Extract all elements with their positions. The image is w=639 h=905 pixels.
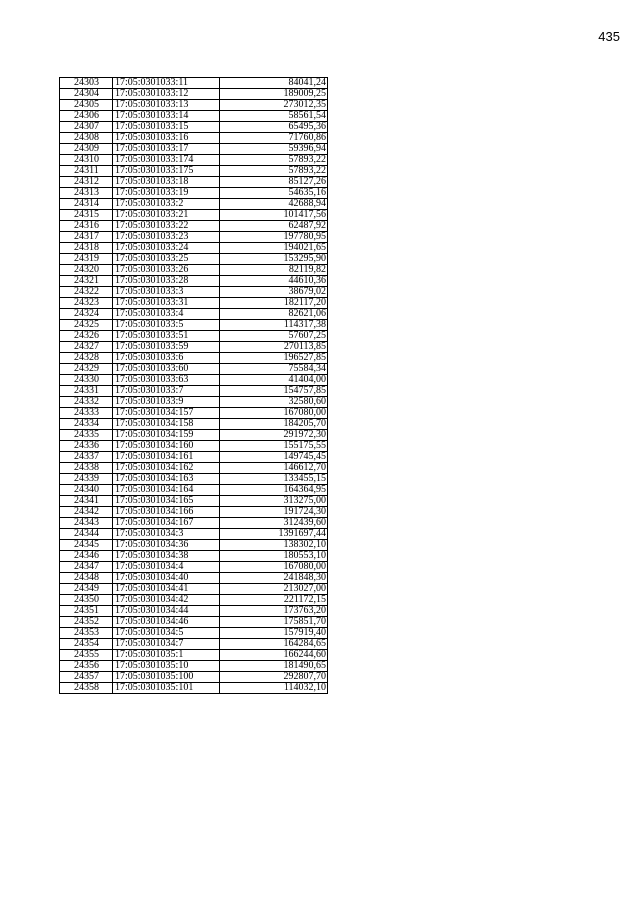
table-row — [60, 122, 328, 133]
cadastral-number-cell: 17:05:0301033:174 — [113, 155, 220, 166]
row-number-cell: 24312 — [60, 177, 113, 188]
cadastral-number-cell: 17:05:0301034:167 — [113, 518, 220, 529]
row-number-cell: 24310 — [60, 155, 113, 166]
table-row — [60, 111, 328, 122]
row-number-cell: 24337 — [60, 452, 113, 463]
cadastral-value-cell: 59396,94 — [220, 144, 328, 155]
table-row — [60, 364, 328, 375]
cadastral-value-cell: 138302,10 — [220, 540, 328, 551]
cadastral-value-cell: 149745,45 — [220, 452, 328, 463]
row-number-cell: 24347 — [60, 562, 113, 573]
cadastral-number-cell: 17:05:0301034:44 — [113, 606, 220, 617]
table-row — [60, 584, 328, 595]
cadastral-number-cell: 17:05:0301033:4 — [113, 309, 220, 320]
cadastral-number-cell: 17:05:0301035:10 — [113, 661, 220, 672]
cadastral-number-cell: 17:05:0301034:36 — [113, 540, 220, 551]
row-number-cell: 24358 — [60, 683, 113, 694]
row-number-cell: 24315 — [60, 210, 113, 221]
cadastral-value-cell: 180553,10 — [220, 551, 328, 562]
cadastral-value-cell: 44610,36 — [220, 276, 328, 287]
table-row — [60, 78, 328, 89]
cadastral-value-cell: 181490,65 — [220, 661, 328, 672]
cadastral-value-cell: 82621,06 — [220, 309, 328, 320]
row-number-cell: 24317 — [60, 232, 113, 243]
cadastral-number-cell: 17:05:0301034:40 — [113, 573, 220, 584]
cadastral-number-cell: 17:05:0301034:163 — [113, 474, 220, 485]
cadastral-number-cell: 17:05:0301034:166 — [113, 507, 220, 518]
table-row — [60, 232, 328, 243]
table-row — [60, 210, 328, 221]
cadastral-value-table — [59, 77, 328, 694]
row-number-cell: 24340 — [60, 485, 113, 496]
row-number-cell: 24355 — [60, 650, 113, 661]
table-row — [60, 562, 328, 573]
cadastral-value-cell: 164364,95 — [220, 485, 328, 496]
cadastral-value-cell: 62487,92 — [220, 221, 328, 232]
cadastral-number-cell: 17:05:0301033:14 — [113, 111, 220, 122]
cadastral-value-cell: 157919,40 — [220, 628, 328, 639]
row-number-cell: 24304 — [60, 89, 113, 100]
table-row — [60, 100, 328, 111]
cadastral-value-cell: 313275,00 — [220, 496, 328, 507]
row-number-cell: 24341 — [60, 496, 113, 507]
cadastral-value-cell: 85127,26 — [220, 177, 328, 188]
table-row — [60, 199, 328, 210]
table-row — [60, 430, 328, 441]
cadastral-value-cell: 166244,60 — [220, 650, 328, 661]
row-number-cell: 24344 — [60, 529, 113, 540]
row-number-cell: 24326 — [60, 331, 113, 342]
table-row — [60, 298, 328, 309]
cadastral-number-cell: 17:05:0301035:100 — [113, 672, 220, 683]
cadastral-value-cell: 184205,70 — [220, 419, 328, 430]
cadastral-value-cell: 197780,95 — [220, 232, 328, 243]
row-number-cell: 24307 — [60, 122, 113, 133]
cadastral-value-cell: 1391697,44 — [220, 529, 328, 540]
cadastral-value-cell: 191724,30 — [220, 507, 328, 518]
cadastral-number-cell: 17:05:0301033:5 — [113, 320, 220, 331]
row-number-cell: 24345 — [60, 540, 113, 551]
page-number: 435 — [598, 29, 620, 44]
cadastral-number-cell: 17:05:0301034:3 — [113, 529, 220, 540]
row-number-cell: 24333 — [60, 408, 113, 419]
table-row — [60, 287, 328, 298]
cadastral-value-cell: 71760,86 — [220, 133, 328, 144]
table-row — [60, 661, 328, 672]
table-row — [60, 452, 328, 463]
cadastral-number-cell: 17:05:0301033:26 — [113, 265, 220, 276]
row-number-cell: 24314 — [60, 199, 113, 210]
table-row — [60, 320, 328, 331]
row-number-cell: 24322 — [60, 287, 113, 298]
row-number-cell: 24339 — [60, 474, 113, 485]
cadastral-number-cell: 17:05:0301033:24 — [113, 243, 220, 254]
cadastral-number-cell: 17:05:0301033:15 — [113, 122, 220, 133]
cadastral-number-cell: 17:05:0301033:31 — [113, 298, 220, 309]
table-row — [60, 331, 328, 342]
cadastral-number-cell: 17:05:0301035:1 — [113, 650, 220, 661]
cadastral-number-cell: 17:05:0301033:7 — [113, 386, 220, 397]
row-number-cell: 24305 — [60, 100, 113, 111]
row-number-cell: 24320 — [60, 265, 113, 276]
cadastral-value-cell: 75584,34 — [220, 364, 328, 375]
cadastral-number-cell: 17:05:0301034:7 — [113, 639, 220, 650]
table-row — [60, 177, 328, 188]
cadastral-number-cell: 17:05:0301033:175 — [113, 166, 220, 177]
table-row — [60, 573, 328, 584]
cadastral-value-cell: 41404,00 — [220, 375, 328, 386]
row-number-cell: 24325 — [60, 320, 113, 331]
cadastral-number-cell: 17:05:0301033:25 — [113, 254, 220, 265]
cadastral-number-cell: 17:05:0301033:16 — [113, 133, 220, 144]
cadastral-number-cell: 17:05:0301034:164 — [113, 485, 220, 496]
row-number-cell: 24335 — [60, 430, 113, 441]
table-row — [60, 606, 328, 617]
table-row — [60, 419, 328, 430]
cadastral-number-cell: 17:05:0301034:158 — [113, 419, 220, 430]
row-number-cell: 24348 — [60, 573, 113, 584]
table-row — [60, 243, 328, 254]
table-row — [60, 89, 328, 100]
table-row — [60, 672, 328, 683]
cadastral-number-cell: 17:05:0301033:28 — [113, 276, 220, 287]
cadastral-number-cell: 17:05:0301033:2 — [113, 199, 220, 210]
row-number-cell: 24311 — [60, 166, 113, 177]
cadastral-value-cell: 241848,30 — [220, 573, 328, 584]
cadastral-value-cell: 54635,16 — [220, 188, 328, 199]
cadastral-value-cell: 153295,90 — [220, 254, 328, 265]
row-number-cell: 24329 — [60, 364, 113, 375]
table-row — [60, 144, 328, 155]
row-number-cell: 24327 — [60, 342, 113, 353]
row-number-cell: 24349 — [60, 584, 113, 595]
cadastral-value-cell: 65495,36 — [220, 122, 328, 133]
cadastral-value-cell: 291972,30 — [220, 430, 328, 441]
cadastral-number-cell: 17:05:0301033:19 — [113, 188, 220, 199]
row-number-cell: 24309 — [60, 144, 113, 155]
cadastral-value-cell: 175851,70 — [220, 617, 328, 628]
cadastral-value-cell: 270113,85 — [220, 342, 328, 353]
table-row — [60, 386, 328, 397]
cadastral-value-cell: 155175,55 — [220, 441, 328, 452]
table-row — [60, 397, 328, 408]
cadastral-number-cell: 17:05:0301034:46 — [113, 617, 220, 628]
table-row — [60, 276, 328, 287]
cadastral-number-cell: 17:05:0301034:4 — [113, 562, 220, 573]
cadastral-number-cell: 17:05:0301033:12 — [113, 89, 220, 100]
row-number-cell: 24303 — [60, 78, 113, 89]
cadastral-value-cell: 82119,82 — [220, 265, 328, 276]
table-row — [60, 221, 328, 232]
cadastral-number-cell: 17:05:0301033:22 — [113, 221, 220, 232]
row-number-cell: 24316 — [60, 221, 113, 232]
cadastral-number-cell: 17:05:0301034:41 — [113, 584, 220, 595]
cadastral-value-cell: 196527,85 — [220, 353, 328, 364]
cadastral-number-cell: 17:05:0301034:42 — [113, 595, 220, 606]
cadastral-number-cell: 17:05:0301033:3 — [113, 287, 220, 298]
row-number-cell: 24343 — [60, 518, 113, 529]
table-row — [60, 639, 328, 650]
row-number-cell: 24306 — [60, 111, 113, 122]
row-number-cell: 24352 — [60, 617, 113, 628]
cadastral-number-cell: 17:05:0301034:160 — [113, 441, 220, 452]
table-row — [60, 375, 328, 386]
cadastral-value-cell: 84041,24 — [220, 78, 328, 89]
cadastral-number-cell: 17:05:0301034:165 — [113, 496, 220, 507]
row-number-cell: 24324 — [60, 309, 113, 320]
row-number-cell: 24313 — [60, 188, 113, 199]
table-row — [60, 265, 328, 276]
table-row — [60, 254, 328, 265]
row-number-cell: 24336 — [60, 441, 113, 452]
cadastral-number-cell: 17:05:0301034:157 — [113, 408, 220, 419]
row-number-cell: 24318 — [60, 243, 113, 254]
cadastral-value-cell: 312439,60 — [220, 518, 328, 529]
cadastral-value-cell: 38679,02 — [220, 287, 328, 298]
row-number-cell: 24321 — [60, 276, 113, 287]
row-number-cell: 24350 — [60, 595, 113, 606]
cadastral-value-cell: 57893,22 — [220, 155, 328, 166]
table-row — [60, 474, 328, 485]
row-number-cell: 24357 — [60, 672, 113, 683]
row-number-cell: 24332 — [60, 397, 113, 408]
row-number-cell: 24342 — [60, 507, 113, 518]
cadastral-value-cell: 273012,35 — [220, 100, 328, 111]
cadastral-value-cell: 42688,94 — [220, 199, 328, 210]
table-row — [60, 496, 328, 507]
row-number-cell: 24319 — [60, 254, 113, 265]
table-row — [60, 463, 328, 474]
cadastral-number-cell: 17:05:0301034:161 — [113, 452, 220, 463]
cadastral-number-cell: 17:05:0301033:17 — [113, 144, 220, 155]
table-row — [60, 166, 328, 177]
cadastral-value-cell: 114317,38 — [220, 320, 328, 331]
cadastral-number-cell: 17:05:0301033:60 — [113, 364, 220, 375]
table-row — [60, 683, 328, 694]
table-row — [60, 155, 328, 166]
cadastral-value-cell: 57893,22 — [220, 166, 328, 177]
cadastral-value-cell: 133455,15 — [220, 474, 328, 485]
row-number-cell: 24356 — [60, 661, 113, 672]
cadastral-value-cell: 164284,65 — [220, 639, 328, 650]
cadastral-value-cell: 182117,20 — [220, 298, 328, 309]
cadastral-number-cell: 17:05:0301033:23 — [113, 232, 220, 243]
row-number-cell: 24334 — [60, 419, 113, 430]
cadastral-value-cell: 194021,65 — [220, 243, 328, 254]
row-number-cell: 24308 — [60, 133, 113, 144]
cadastral-value-cell: 167080,00 — [220, 408, 328, 419]
row-number-cell: 24354 — [60, 639, 113, 650]
row-number-cell: 24351 — [60, 606, 113, 617]
table-row — [60, 551, 328, 562]
row-number-cell: 24346 — [60, 551, 113, 562]
cadastral-value-cell: 58561,54 — [220, 111, 328, 122]
cadastral-value-cell: 221172,15 — [220, 595, 328, 606]
row-number-cell: 24338 — [60, 463, 113, 474]
table-row — [60, 540, 328, 551]
cadastral-value-cell: 154757,85 — [220, 386, 328, 397]
table-row — [60, 595, 328, 606]
cadastral-value-cell: 101417,56 — [220, 210, 328, 221]
cadastral-number-cell: 17:05:0301033:6 — [113, 353, 220, 364]
cadastral-number-cell: 17:05:0301033:9 — [113, 397, 220, 408]
cadastral-number-cell: 17:05:0301033:63 — [113, 375, 220, 386]
cadastral-value-cell: 173763,20 — [220, 606, 328, 617]
cadastral-value-cell: 292807,70 — [220, 672, 328, 683]
cadastral-number-cell: 17:05:0301034:162 — [113, 463, 220, 474]
row-number-cell: 24323 — [60, 298, 113, 309]
table-row — [60, 441, 328, 452]
row-number-cell: 24328 — [60, 353, 113, 364]
cadastral-number-cell: 17:05:0301033:13 — [113, 100, 220, 111]
table-row — [60, 485, 328, 496]
cadastral-number-cell: 17:05:0301034:38 — [113, 551, 220, 562]
cadastral-number-cell: 17:05:0301034:5 — [113, 628, 220, 639]
table-row — [60, 408, 328, 419]
table-row — [60, 309, 328, 320]
cadastral-number-cell: 17:05:0301033:59 — [113, 342, 220, 353]
table-row — [60, 617, 328, 628]
table-row — [60, 353, 328, 364]
table-row — [60, 342, 328, 353]
cadastral-value-cell: 57607,25 — [220, 331, 328, 342]
table-row — [60, 188, 328, 199]
row-number-cell: 24330 — [60, 375, 113, 386]
cadastral-number-cell: 17:05:0301035:101 — [113, 683, 220, 694]
table-row — [60, 518, 328, 529]
cadastral-value-cell: 189009,25 — [220, 89, 328, 100]
cadastral-value-cell: 167080,00 — [220, 562, 328, 573]
table-row — [60, 628, 328, 639]
cadastral-number-cell: 17:05:0301033:51 — [113, 331, 220, 342]
cadastral-value-cell: 213027,00 — [220, 584, 328, 595]
table-row — [60, 133, 328, 144]
table-row — [60, 507, 328, 518]
cadastral-number-cell: 17:05:0301033:21 — [113, 210, 220, 221]
table-row — [60, 650, 328, 661]
row-number-cell: 24331 — [60, 386, 113, 397]
cadastral-number-cell: 17:05:0301034:159 — [113, 430, 220, 441]
cadastral-value-cell: 32580,60 — [220, 397, 328, 408]
cadastral-value-cell: 114032,10 — [220, 683, 328, 694]
table-row — [60, 529, 328, 540]
row-number-cell: 24353 — [60, 628, 113, 639]
cadastral-number-cell: 17:05:0301033:11 — [113, 78, 220, 89]
cadastral-number-cell: 17:05:0301033:18 — [113, 177, 220, 188]
table-body — [60, 78, 328, 694]
cadastral-value-cell: 146612,70 — [220, 463, 328, 474]
